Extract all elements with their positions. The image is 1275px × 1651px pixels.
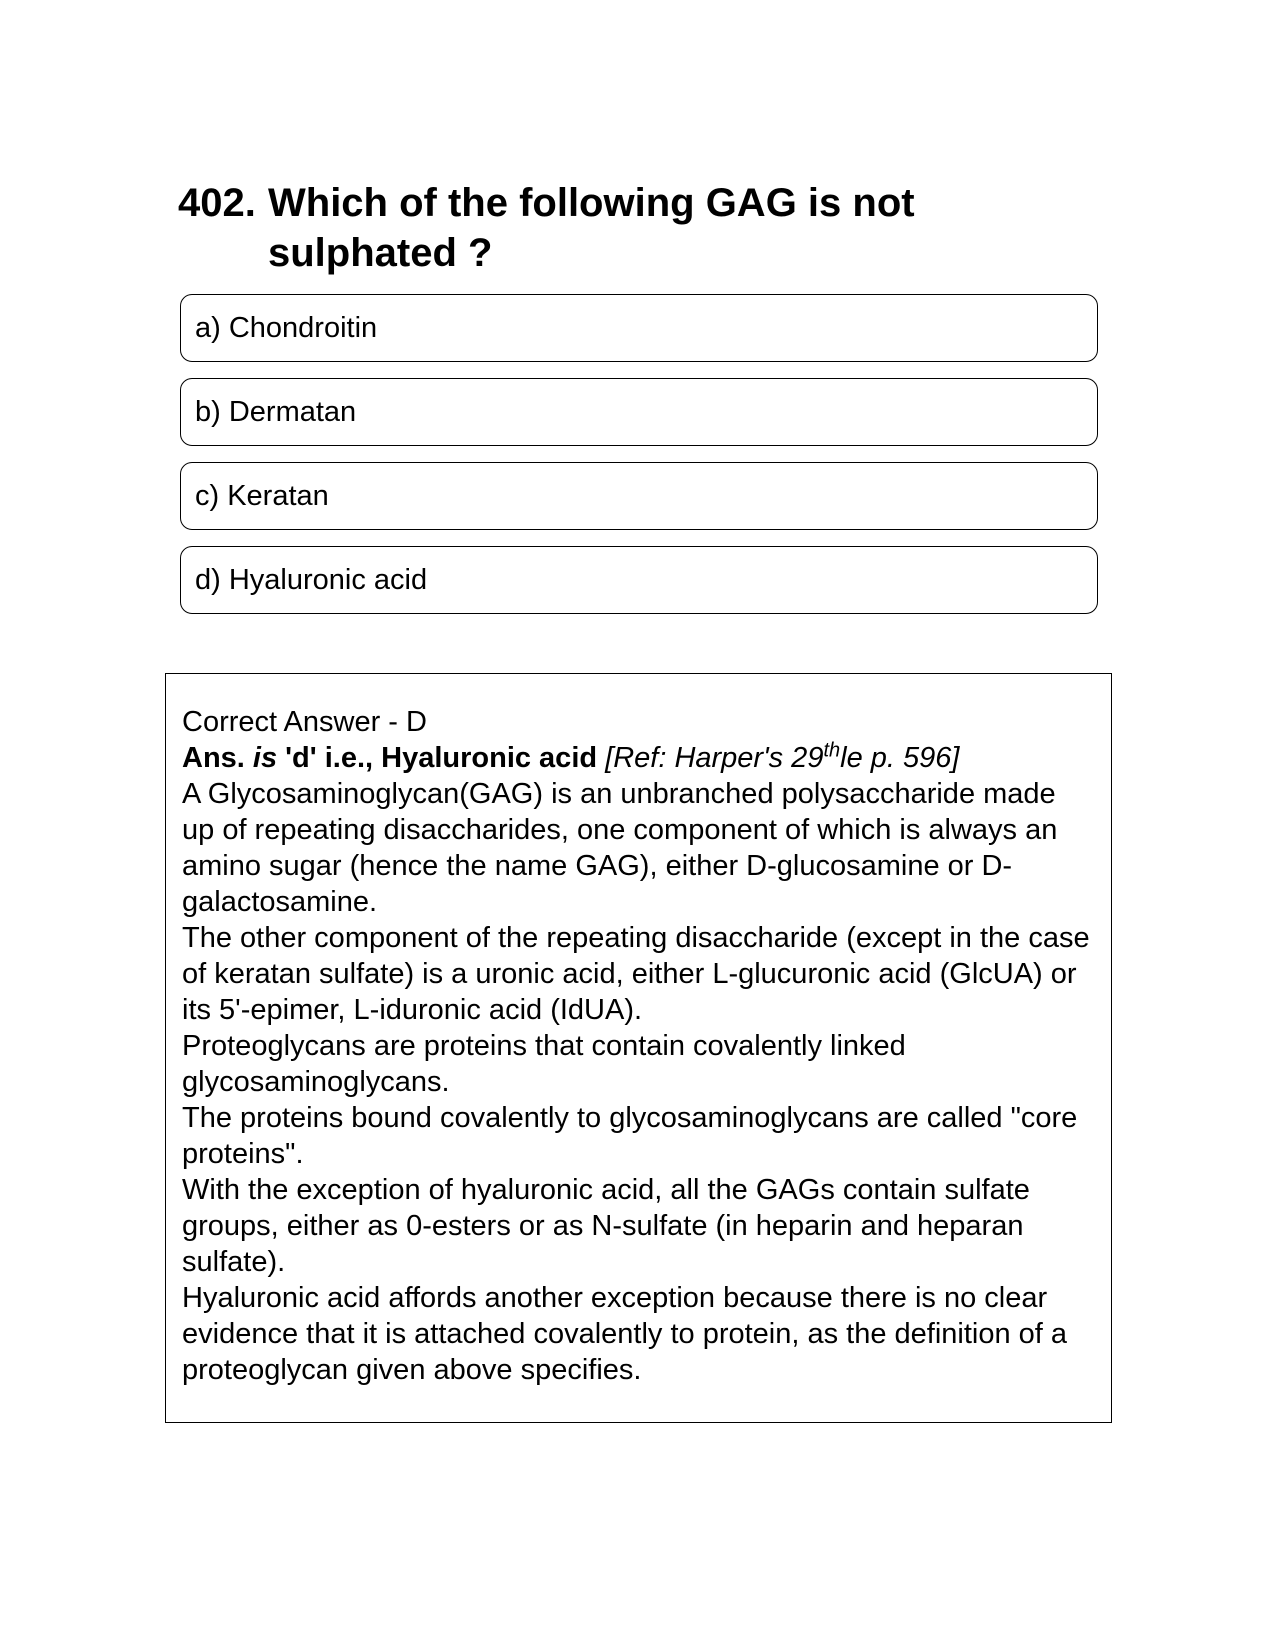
options-list (180, 294, 1098, 630)
question-heading (178, 178, 1098, 278)
answer-main: 'd' i.e., Hyaluronic acid (277, 742, 598, 774)
answer-prefix: Ans. (182, 742, 253, 774)
option-d[interactable]: d) Hyaluronic acid (180, 546, 1098, 614)
option-b[interactable]: b) Dermatan (180, 378, 1098, 446)
option-a[interactable]: a) Chondroitin (180, 294, 1098, 362)
question-text: Which of the following GAG is not sulphated ? (268, 181, 915, 275)
explanation-paragraph: A Glycosaminoglycan(GAG) is an unbranched polysaccharide made up of repeating disaccharides, one component of which is always an amino sugar (hence the name GAG), either D-glucosamine or D-galactosamine. (182, 778, 1058, 918)
option-c[interactable]: c) Keratan (180, 462, 1098, 530)
correct-answer-label: Correct Answer - D (182, 706, 427, 738)
answer-reference (597, 739, 960, 774)
reference-text-end: le p. 596] (840, 742, 960, 774)
explanation-paragraph: With the exception of hyaluronic acid, all the GAGs contain sulfate groups, either as 0-esters or as N-sulfate (in heparin and heparan sulfate). (182, 1174, 1030, 1278)
answer-summary (182, 740, 1095, 776)
reference-text: [Ref: Harper's 29 (597, 742, 824, 774)
answer-is: is (252, 742, 278, 774)
explanation-paragraph: The proteins bound covalently to glycosaminoglycans are called "core proteins". (182, 1102, 1078, 1170)
explanation-paragraph: The other component of the repeating disaccharide (except in the case of keratan sulfate) is a uronic acid, either L-glucuronic acid (GlcUA) or its 5'-epimer, L-iduronic acid (IdUA). (182, 922, 1090, 1026)
question-number: 402. (178, 181, 256, 225)
answer-explanation-box (165, 673, 1112, 1423)
explanation-paragraph: Hyaluronic acid affords another exception because there is no clear evidence that it is attached covalently to protein, as the definition of a proteoglycan given above specifies. (182, 1282, 1068, 1386)
explanation-paragraph: Proteoglycans are proteins that contain covalently linked glycosaminoglycans. (182, 1030, 906, 1098)
reference-superscript: th (823, 739, 841, 762)
